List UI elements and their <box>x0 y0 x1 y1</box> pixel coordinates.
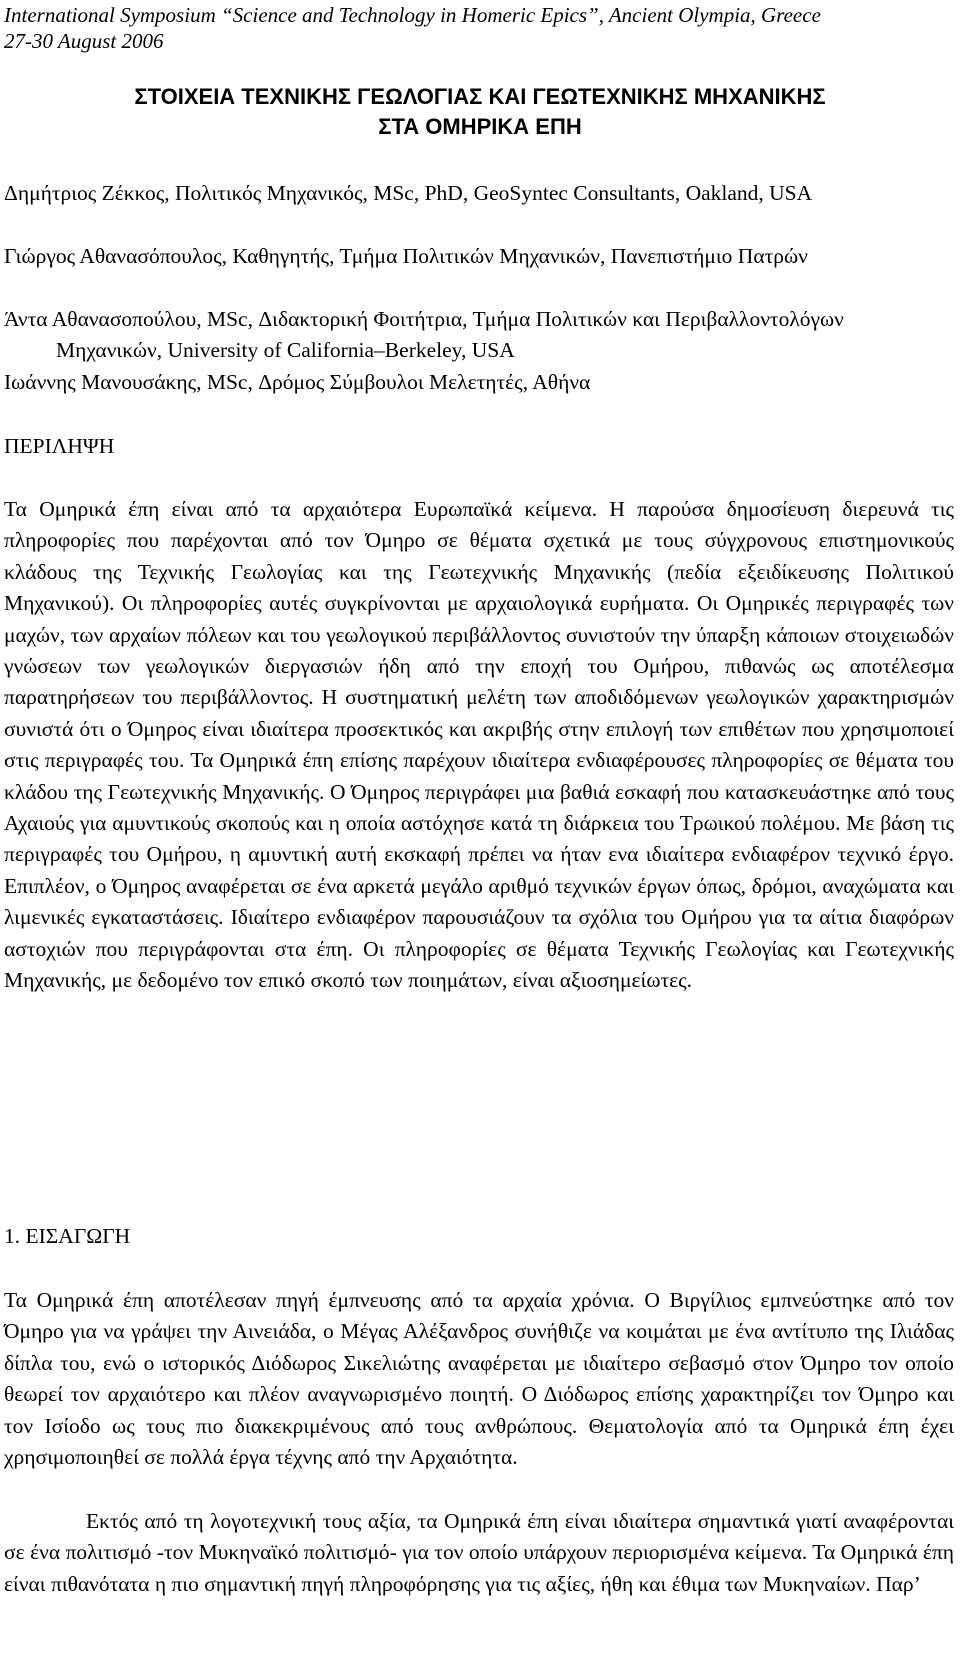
author-4: Ιωάννης Μανουσάκης, MSc, Δρόμος Σύμβουλοι Μελετητές, Αθήνα <box>4 370 591 394</box>
introduction-heading: 1. ΕΙΣΑΓΩΓΗ <box>4 1224 131 1248</box>
conference-header: International Symposium “Science and Technology in Homeric Epics”, Ancient Olympia, Greece <box>4 3 821 27</box>
introduction-paragraph-2: Εκτός από τη λογοτεχνική τους αξία, τα Ομηρικά έπη είναι ιδιαίτερα σημαντικά γιατί αναφέρονται σε ένα πολιτισμό -τον Μυκηναϊκό πολιτισμό- για τον οποίο υπάρχουν περιορισμένα κείμενα. Τα Ομηρικά έπη είναι πιθανότατα η πιο σημαντική πηγή πληροφόρησης για τις αξίες, ήθη και έθιμα των Μυκηναίων. Παρ’ <box>4 1509 954 1596</box>
author-3: Άντα Αθανασοπούλου, MSc, Διδακτορική Φοιτήτρια, Τμήμα Πολιτικών και Περιβαλλοντολόγων Μηχανικών, University of California–Berkeley, USA <box>4 307 844 363</box>
introduction-paragraph-1: Τα Ομηρικά έπη αποτέλεσαν πηγή έμπνευσης από τα αρχαία χρόνια. Ο Βιργίλιος εμπνεύστηκε από τον Όμηρο για να γράψει την Αινειάδα, ο Μέγας Αλέξανδρος συνήθιζε να κοιμάται με ένα αντίτυπο της Ιλιάδας δίπλα του, ενώ ο ιστορικός Διόδωρος Σικελιώτης αναφέρεται με ιδιαίτερο σεβασμό στον Όμηρο τον οποίο θεωρεί τον αρχαιότερο και πλέον αναγνωρισμένο ποιητή. Ο Διόδωρος επίσης χαρακτηρίζει τον Όμηρο και τον Ισίοδο ως τους πιο διακεκριμένους από τους ανθρώπους. Θεματολογία από τα Ομηρικά έπη έχει χρησιμοποιηθεί σε πολλά έργα τέχνης από την Αρχαιότητα. <box>4 1288 954 1470</box>
author-1: Δημήτριος Ζέκκος, Πολιτικός Μηχανικός, MSc, PhD, GeoSyntec Consultants, Oakland, USA <box>4 181 813 205</box>
conference-dates: 27-30 August 2006 <box>4 29 164 53</box>
abstract-text: Τα Ομηρικά έπη είναι από τα αρχαιότερα Ευρωπαϊκά κείμενα. Η παρούσα δημοσίευση διερευνά τις πληροφορίες που παρέχονται από τον Όμηρο σε θέματα σχετικά με τους σύγχρονους επιστημονικούς κλάδους της Τεχνικής Γεωλογίας και της Γεωτεχνικής Μηχανικής (πεδία εξειδίκευσης Πολιτικού Μηχανικού). Οι πληροφορίες αυτές συγκρίνονται με αρχαιολογικά ευρήματα. Οι Ομηρικές περιγραφές των μαχών, των αρχαίων πόλεων και του γεωλογικού περιβάλλοντος συνιστούν την ύπαρξη κάποιων στοιχειωδών γνώσεων των γεωλογικών διεργασιών ήδη από την εποχή του Ομήρου, πιθανώς ως αποτέλεσμα παρατηρήσεων του περιβάλλοντος. Η συστηματική μελέτη των αποδιδόμενων γεωλογικών χαρακτηρισμών συνιστά ότι ο Όμηρος είναι ιδιαίτερα προσεκτικός και ακριβής στην επιλογή των επιθέτων που χρησιμοποιεί στις περιγραφές του. Τα Ομηρικά έπη επίσης παρέχουν ιδιαίτερα ενδιαφέρουσες πληροφορίες σε θέματα του κλάδου της Γεωτεχνικής Μηχανικής. Ο Όμηρος περιγράφει μια βαθιά εσκαφή που κατασκευάστηκε από τους Αχαιούς για αμυντικούς σκοπούς και η οποία αστόχησε κατά τη διάρκεια του Τρωικού πολέμου. Με βάση τις περιγραφές του Ομήρου, η αμυντική αυτή εκσκαφή πρέπει να ήταν ενα ιδιαίτερα ενδιαφέρον τεχνικό έργο. Επιπλέον, ο Όμηρος αναφέρεται σε ένα αρκετά μεγάλο αριθμό τεχνικών έργων όπως, δρόμοι, αναχώματα και λιμενικές εγκαταστάσεις. Ιδιαίτερο ενδιαφέρον παρουσιάζουν τα σχόλια του Ομήρου για τα αίτια διαφόρων αστοχιών που περιγράφονται στα έπη. Οι πληροφορίες σε θέματα Τεχνικής Γεωλογίας και Γεωτεχνικής Μηχανικής, με δεδομένο τον επικό σκοπό των ποιημάτων, είναι αξιοσημείωτες. <box>4 497 954 993</box>
abstract-heading: ΠΕΡΙΛΗΨΗ <box>4 434 115 458</box>
author-2: Γιώργος Αθανασόπουλος, Καθηγητής, Τμήμα Πολιτικών Μηχανικών, Πανεπιστήμιο Πατρών <box>4 244 808 268</box>
paper-title-line-2: ΣΤΑ ΟΜΗΡΙΚΑ ΕΠΗ <box>378 114 582 139</box>
paper-title-line-1: ΣΤΟΙΧΕΙΑ ΤΕΧΝΙΚΗΣ ΓΕΩΛΟΓΙΑΣ ΚΑΙ ΓΕΩΤΕΧΝΙΚΗΣ ΜΗΧΑΝΙΚΗΣ <box>134 84 826 109</box>
